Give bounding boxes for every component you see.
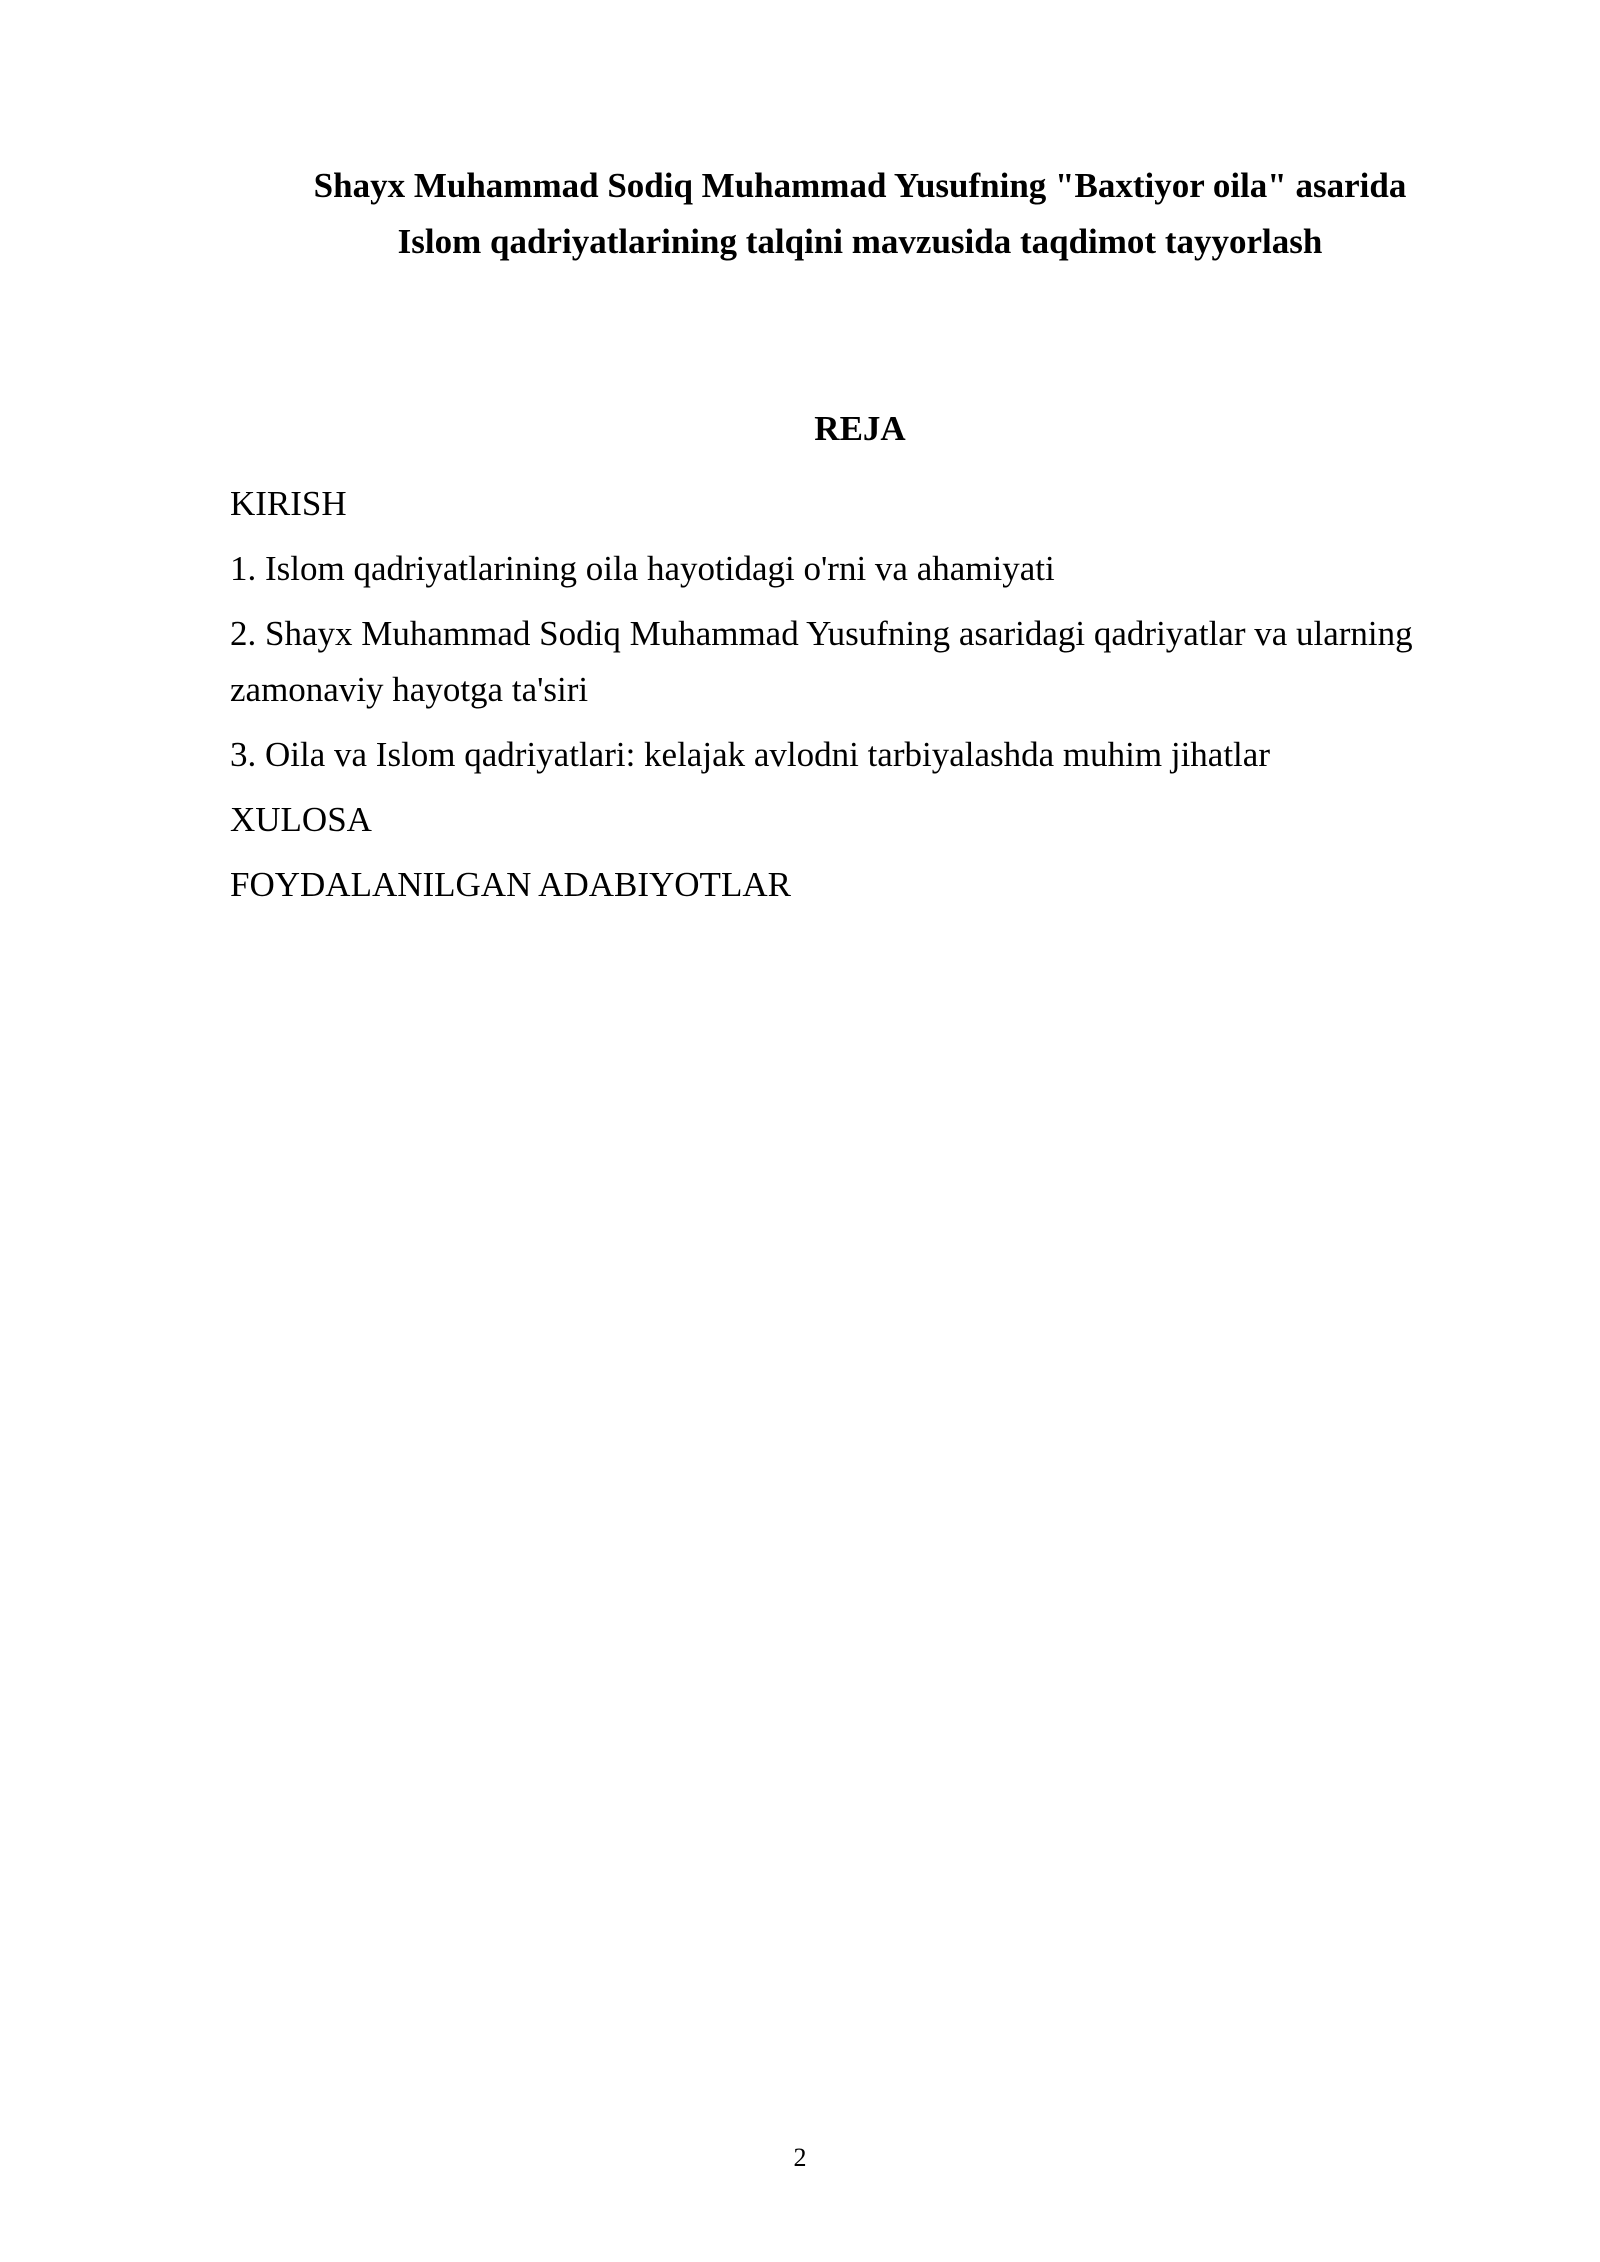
plan-item-references: FOYDALANILGAN ADABIYOTLAR <box>230 865 791 904</box>
title-line-1: Shayx Muhammad Sodiq Muhammad Yusufning "Baxtiyor oila" asarida <box>313 166 1407 205</box>
plan-item-introduction: KIRISH <box>230 484 347 523</box>
plan-item-conclusion: XULOSA <box>230 800 372 839</box>
plan-heading: REJA <box>814 409 906 448</box>
document-title <box>230 158 1490 270</box>
title-line-2: Islom qadriyatlarining talqini mavzusida taqdimot tayyorlash <box>397 222 1323 261</box>
plan-item-2: 2. Shayx Muhammad Sodiq Muhammad Yusufning asaridagi qadriyatlar va ularning zamonaviy hayotga ta'siri <box>230 614 1413 709</box>
plan-item-3: 3. Oila va Islom qadriyatlari: kelajak avlodni tarbiyalashda muhim jihatlar <box>230 735 1270 774</box>
page-number: 2 <box>793 2143 807 2172</box>
plan-item-1: 1. Islom qadriyatlarining oila hayotidagi o'rni va ahamiyati <box>230 549 1055 588</box>
plan-list <box>230 476 1490 922</box>
